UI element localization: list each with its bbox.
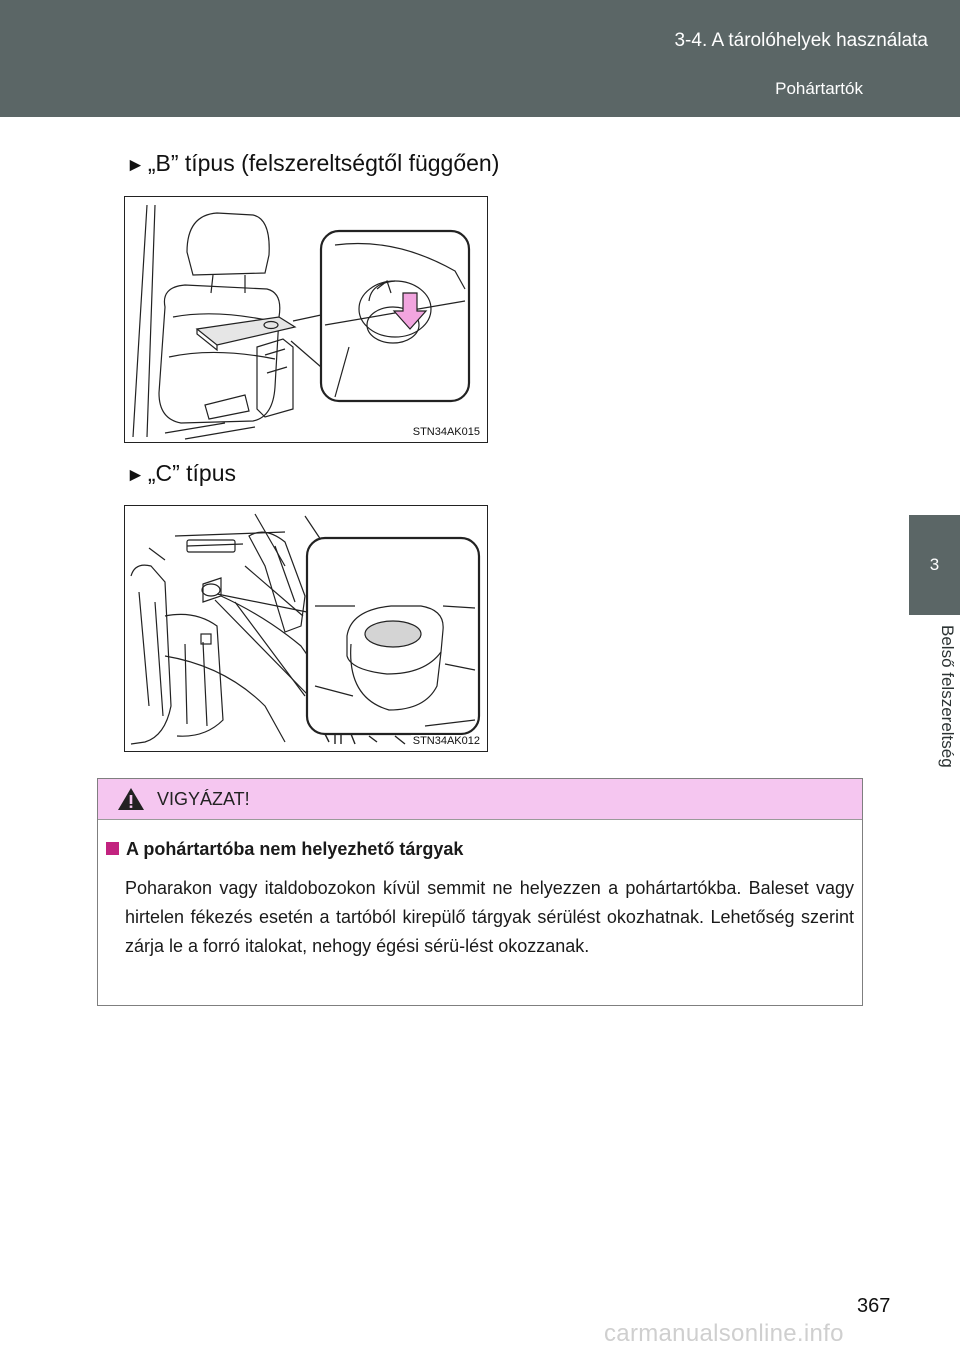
pointer-arrow-icon: ► <box>126 155 145 176</box>
footer-watermark: carmanualsonline.info <box>604 1320 844 1347</box>
bullet-square-icon <box>106 842 119 855</box>
figure-code: STN34AK015 <box>412 426 480 438</box>
console-cupholder-illustration <box>125 506 487 751</box>
caution-label: VIGYÁZAT! <box>157 789 250 809</box>
figure-code: STN34AK012 <box>412 735 480 747</box>
type-c-heading <box>126 460 236 487</box>
subsection-title: Pohártartók <box>775 79 863 98</box>
caution-heading <box>106 839 463 860</box>
caution-body: Poharakon vagy italdobozokon kívül semmit ne helyezzen a pohártartókba. Baleset vagy hirtelen fékezés esetén a tartóból kirepülő tárgyak sérülést okozhatnak. Lehetőség szerint zárja le a forró italokat, nehogy égési sérü-lést okozzanak. <box>125 878 854 956</box>
type-c-label: „C” típus <box>147 460 236 486</box>
caution-box <box>97 778 863 1006</box>
warning-triangle-icon <box>117 787 145 811</box>
chapter-tab <box>909 515 960 615</box>
caution-heading-text: A pohártartóba nem helyezhető tárgyak <box>126 839 464 859</box>
chapter-number: 3 <box>929 555 940 574</box>
caution-header <box>98 779 862 820</box>
type-b-heading <box>126 150 499 177</box>
type-b-label: „B” típus (felszereltségtől függően) <box>147 150 500 176</box>
pointer-arrow-icon: ► <box>126 465 145 486</box>
chapter-title: Belső felszereltség <box>938 625 957 768</box>
figure-type-c <box>124 505 488 752</box>
rear-seat-cupholder-illustration <box>125 197 487 442</box>
page-header <box>0 0 960 117</box>
figure-type-b <box>124 196 488 443</box>
page-number: 367 <box>857 1295 891 1317</box>
section-title: 3-4. A tárolóhelyek használata <box>674 30 928 51</box>
